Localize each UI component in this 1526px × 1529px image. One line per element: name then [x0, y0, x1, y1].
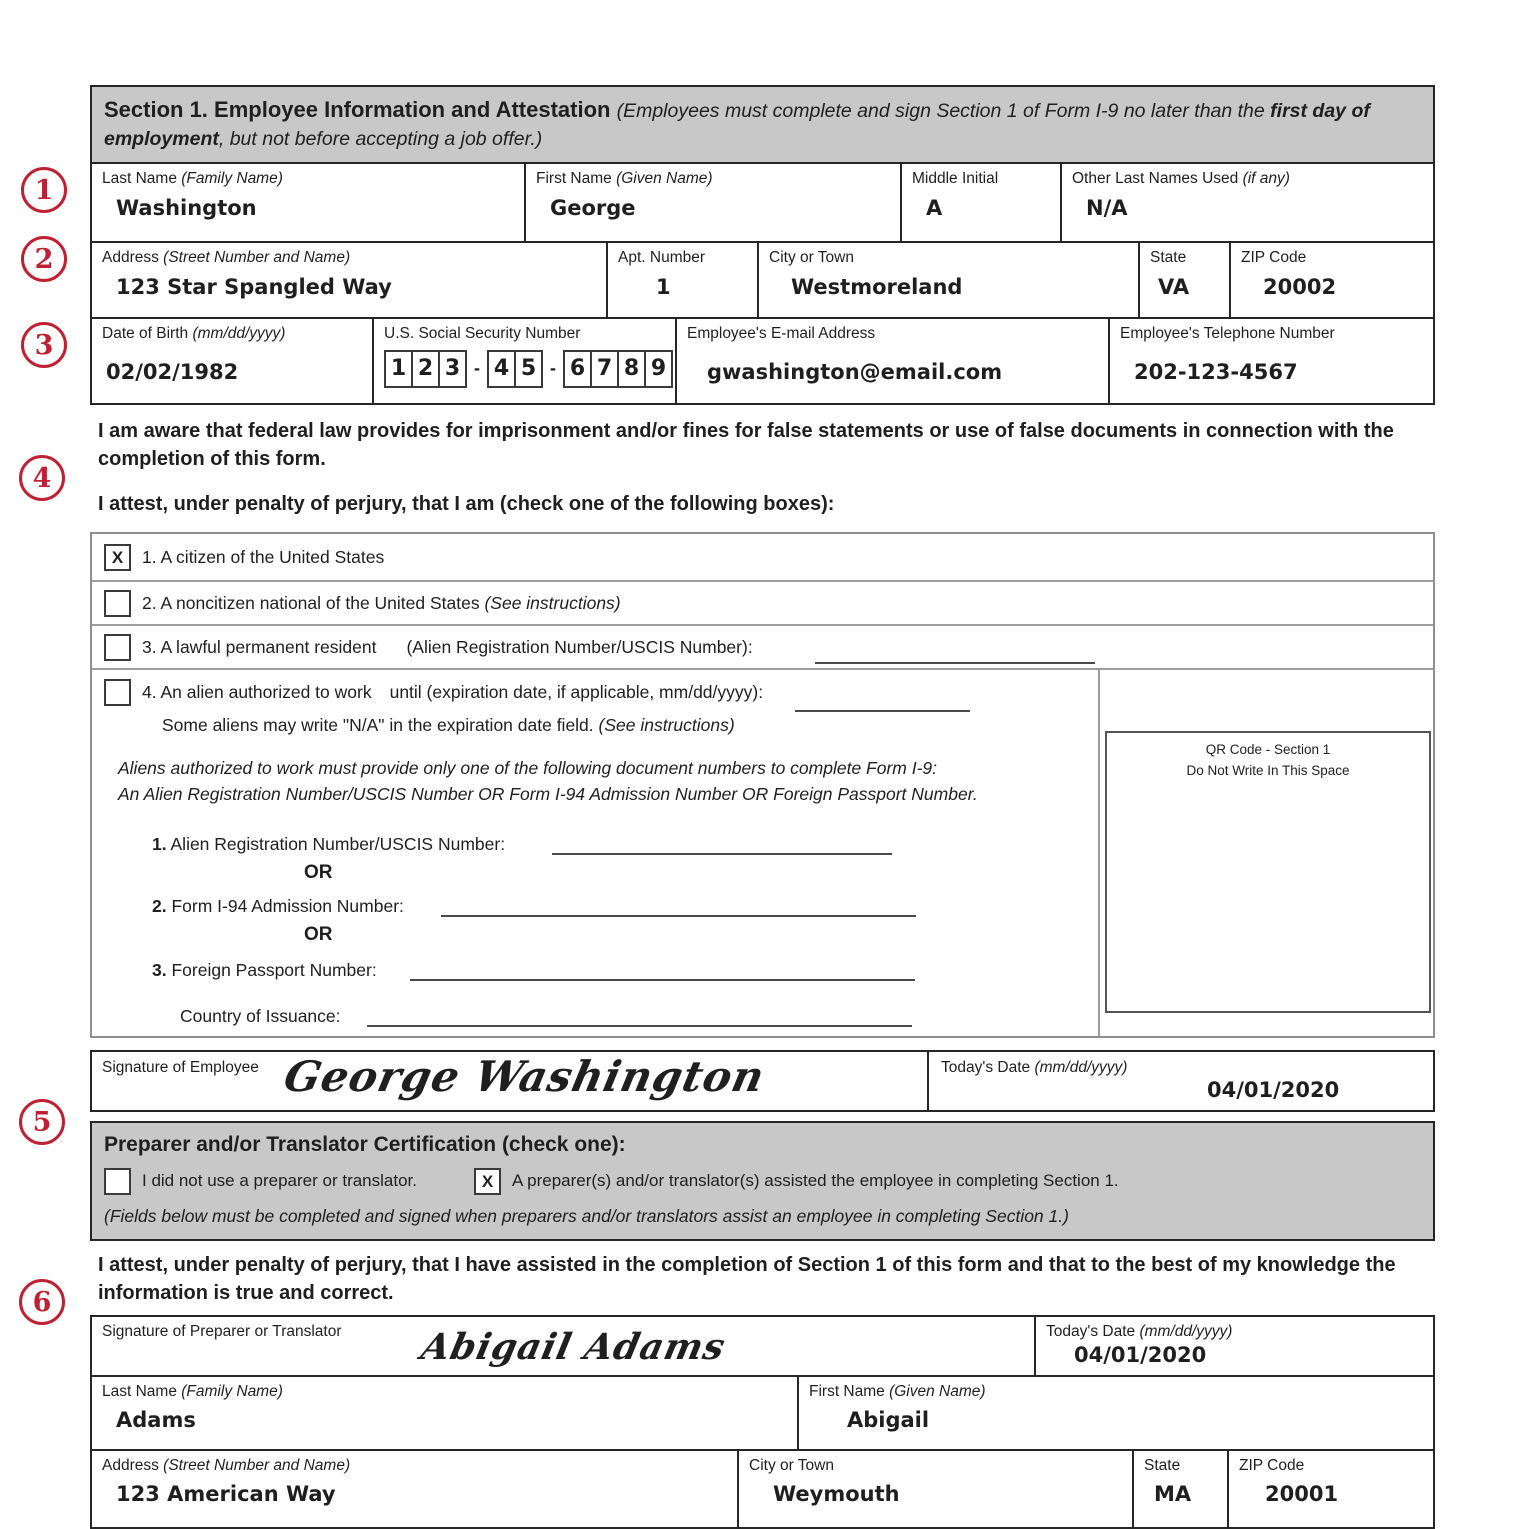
section1-note-pre: (Employees must complete and sign Section 1 of Form I-9 no later than the	[616, 100, 1271, 122]
preparer-table	[90, 1315, 1435, 1529]
zip-label: ZIP Code	[1241, 249, 1307, 267]
annotation-marker-4	[19, 455, 65, 501]
last-name-label: Last Name (Family Name)	[102, 170, 283, 188]
dob-field[interactable]	[92, 319, 372, 403]
email-value[interactable]: gwashington@email.com	[707, 359, 1003, 384]
form-i9-section1	[90, 85, 1435, 1529]
phone-field[interactable]	[1108, 319, 1433, 403]
city-value[interactable]: Westmoreland	[791, 274, 963, 299]
preparer-date-field[interactable]	[1034, 1317, 1433, 1375]
first-name-value[interactable]: George	[550, 195, 636, 220]
preparer-first-name-label: First Name (Given Name)	[809, 1382, 986, 1400]
preparer-signature-label: Signature of Preparer or Translator	[102, 1322, 342, 1340]
last-name-value[interactable]: Washington	[116, 195, 257, 220]
email-label: Employee's E-mail Address	[687, 325, 876, 343]
section1-title: Section 1. Employee Information and Attestation	[104, 97, 617, 122]
used-preparer-checkbox-mark: X	[481, 1171, 494, 1191]
alien-document-note	[118, 756, 1086, 807]
ssn-label: U.S. Social Security Number	[384, 325, 581, 343]
address-label: Address (Street Number and Name)	[102, 249, 351, 267]
country-of-issuance-field	[180, 1006, 1086, 1027]
email-field[interactable]	[675, 319, 1108, 403]
country-of-issuance-input-line[interactable]	[367, 1009, 912, 1027]
preparer-first-name-field[interactable]	[797, 1377, 1433, 1449]
other-last-names-value[interactable]: N/A	[1086, 195, 1128, 220]
first-name-label: First Name (Given Name)	[536, 170, 713, 188]
ssn-group-1	[384, 350, 467, 388]
preparer-zip-value[interactable]: 20001	[1265, 1482, 1339, 1507]
permanent-resident-label: 3. A lawful permanent resident	[142, 636, 377, 657]
dob-value[interactable]: 02/02/1982	[106, 359, 239, 384]
preparer-address-row	[92, 1449, 1433, 1527]
middle-initial-field[interactable]	[900, 164, 1060, 241]
ssn-dash: -	[474, 358, 480, 379]
qr-code-box	[1105, 731, 1431, 1013]
ssn-digit: 4	[489, 352, 514, 386]
qr-code-warning: Do Not Write In This Space	[1186, 762, 1350, 778]
first-name-field[interactable]	[524, 164, 900, 241]
citizen-label: 1. A citizen of the United States	[142, 546, 385, 567]
expiration-date-label: until (expiration date, if applicable, mm/dd/yyyy):	[389, 682, 764, 703]
alien-uscis-number-input-line[interactable]	[815, 646, 1095, 664]
preparer-fields-note: (Fields below must be completed and signed when preparers and/or translators assist an employee in completing Section 1.)	[104, 1205, 1069, 1226]
other-last-names-field[interactable]	[1060, 164, 1433, 241]
preparer-city-label: City or Town	[749, 1456, 834, 1474]
apt-number-value[interactable]: 1	[656, 274, 671, 299]
preparer-zip-field[interactable]	[1227, 1451, 1433, 1527]
preparer-name-row	[92, 1375, 1433, 1449]
alien-authorized-label: 4. An alien authorized to work	[142, 682, 372, 703]
employee-name-row	[92, 164, 1433, 241]
alien-registration-number-input-line[interactable]	[552, 837, 892, 855]
employee-signature-field[interactable]	[92, 1052, 927, 1110]
attestation-instruction: I attest, under penalty of perjury, that I am (check one of the following boxes):	[98, 493, 835, 516]
preparer-city-field[interactable]	[737, 1451, 1132, 1527]
apt-number-label: Apt. Number	[618, 249, 706, 267]
annotation-marker-2-label: 2	[34, 243, 54, 275]
zip-value[interactable]: 20002	[1263, 274, 1337, 299]
alien-authorized-checkbox[interactable]	[104, 679, 131, 706]
ssn-digit: 7	[590, 352, 617, 386]
or-separator-1: OR	[304, 862, 333, 884]
preparer-last-name-label: Last Name (Family Name)	[102, 1382, 283, 1400]
address-value[interactable]: 123 Star Spangled Way	[116, 274, 392, 299]
preparer-date-label: Today's Date (mm/dd/yyyy)	[1046, 1322, 1233, 1340]
annotation-marker-3-label: 3	[34, 329, 54, 361]
preparer-signature-script[interactable]: Abigail Adams	[417, 1325, 729, 1368]
preparer-signature-field[interactable]	[92, 1317, 1034, 1375]
citizen-checkbox-mark: X	[111, 547, 124, 567]
annotation-marker-6-label: 6	[32, 1286, 52, 1318]
employee-address-row	[92, 241, 1433, 317]
ssn-digit: 1	[386, 352, 411, 386]
state-field[interactable]	[1138, 243, 1229, 317]
option-alien-authorized-row	[92, 668, 1433, 1036]
option-noncitizen-row[interactable]	[92, 580, 1433, 624]
section1-note-post: , but not before accepting a job offer.)	[218, 127, 543, 150]
preparer-date-value[interactable]: 04/01/2020	[1074, 1343, 1207, 1368]
alien-na-note: Some aliens may write "N/A" in the expiration date field. (See instructions)	[162, 715, 735, 736]
federal-law-warning: I am aware that federal law provides for imprisonment and/or fines for false statements or use of false documents in connection with the completion of this form.	[98, 420, 1394, 471]
preparer-state-label: State	[1144, 1456, 1181, 1474]
option-citizen-row[interactable]	[92, 534, 1433, 580]
employee-contact-row	[92, 317, 1433, 403]
foreign-passport-input-line[interactable]	[410, 963, 915, 981]
ssn-digit: 6	[565, 352, 590, 386]
employee-date-value[interactable]: 04/01/2020	[1207, 1077, 1340, 1102]
ssn-digit: 5	[514, 352, 541, 386]
expiration-date-input-line[interactable]	[795, 694, 970, 712]
preparer-attestation: I attest, under penalty of perjury, that I have assisted in the completion of Section 1 of this form and that to the best of my knowledge the information is true and correct.	[98, 1253, 1396, 1304]
middle-initial-label: Middle Initial	[912, 170, 999, 188]
city-label: City or Town	[769, 249, 854, 267]
preparer-signature-row	[92, 1317, 1433, 1375]
country-of-issuance-label: Country of Issuance:	[180, 1006, 341, 1027]
state-value[interactable]: VA	[1158, 274, 1190, 299]
ssn-boxes[interactable]	[384, 350, 665, 388]
employee-date-field[interactable]	[927, 1052, 1433, 1110]
citizenship-options-table	[90, 532, 1435, 1038]
used-preparer-checkbox[interactable]	[474, 1168, 501, 1195]
i94-number-field: 2. Form I-94 Admission Number:	[152, 896, 1086, 917]
ssn-digit: 2	[411, 352, 438, 386]
qr-code-title: QR Code - Section 1	[1205, 742, 1331, 758]
no-preparer-checkbox[interactable]	[104, 1168, 131, 1195]
address-field[interactable]	[92, 243, 606, 317]
section1-note-bold: first day of employment	[104, 100, 1370, 150]
preparer-last-name-field[interactable]	[92, 1377, 797, 1449]
preparer-state-value[interactable]: MA	[1154, 1482, 1192, 1507]
alien-uscis-number-label: (Alien Registration Number/USCIS Number):	[406, 636, 753, 657]
preparer-options	[104, 1168, 1421, 1195]
annotation-marker-1	[21, 167, 67, 213]
ssn-digit: 8	[617, 352, 644, 386]
phone-label: Employee's Telephone Number	[1120, 325, 1335, 343]
preparer-first-name-value[interactable]: Abigail	[847, 1408, 930, 1433]
foreign-passport-field: 3. Foreign Passport Number:	[152, 960, 1086, 981]
or-separator-2: OR	[304, 924, 333, 946]
alien-document-note-line1: Aliens authorized to work must provide only one of the following document numbers to complete Form I-9:	[118, 758, 938, 779]
employee-signature-row	[90, 1050, 1435, 1112]
noncitizen-label: 2. A noncitizen national of the United States (See instructions)	[142, 592, 621, 613]
preparer-city-value[interactable]: Weymouth	[773, 1482, 900, 1507]
employee-signature-label: Signature of Employee	[102, 1059, 259, 1077]
no-preparer-label: I did not use a preparer or translator.	[142, 1171, 417, 1191]
annotation-marker-5	[19, 1099, 65, 1145]
noncitizen-checkbox[interactable]	[104, 590, 131, 617]
ssn-digit: 3	[438, 352, 465, 386]
annotation-marker-3	[21, 322, 67, 368]
qr-code-column	[1098, 670, 1433, 1036]
i94-number-input-line[interactable]	[441, 899, 916, 917]
section1-header	[90, 85, 1435, 164]
preparer-last-name-value[interactable]: Adams	[116, 1408, 196, 1433]
citizen-checkbox[interactable]	[104, 544, 131, 571]
preparer-address-value[interactable]: 123 American Way	[116, 1482, 336, 1507]
ssn-group-3	[563, 350, 673, 388]
ssn-group-2	[487, 350, 543, 388]
annotation-marker-1-label: 1	[34, 174, 54, 206]
annotation-marker-5-label: 5	[32, 1106, 52, 1138]
last-name-field[interactable]	[92, 164, 524, 241]
alien-document-note-line2: An Alien Registration Number/USCIS Number OR Form I-94 Admission Number OR Foreign Passport Number.	[118, 783, 978, 804]
alien-registration-number-field: 1. Alien Registration Number/USCIS Number:	[152, 834, 1086, 855]
permanent-resident-checkbox[interactable]	[104, 634, 131, 661]
employee-date-label: Today's Date (mm/dd/yyyy)	[941, 1059, 1128, 1077]
preparer-section-title: Preparer and/or Translator Certification (check one):	[104, 1133, 626, 1157]
preparer-address-field[interactable]	[92, 1451, 737, 1527]
used-preparer-label: A preparer(s) and/or translator(s) assisted the employee in completing Section 1.	[512, 1171, 1119, 1191]
state-label: State	[1150, 249, 1187, 267]
employee-signature-script[interactable]: George Washington	[279, 1052, 770, 1102]
annotation-marker-2	[21, 236, 67, 282]
dob-label: Date of Birth (mm/dd/yyyy)	[102, 325, 286, 343]
alien-authorized-line[interactable]	[104, 679, 1086, 706]
preparer-address-label: Address (Street Number and Name)	[102, 1456, 351, 1474]
apt-number-field[interactable]	[606, 243, 757, 317]
employee-info-table	[90, 164, 1435, 405]
ssn-field[interactable]	[372, 319, 675, 403]
phone-value[interactable]: 202-123-4567	[1134, 359, 1298, 384]
zip-field[interactable]	[1229, 243, 1433, 317]
middle-initial-value[interactable]: A	[926, 195, 943, 220]
option-permanent-resident-row[interactable]	[92, 624, 1433, 668]
annotation-marker-6	[19, 1279, 65, 1325]
ssn-dash: -	[550, 358, 556, 379]
ssn-digit: 9	[644, 352, 671, 386]
preparer-section-header	[90, 1121, 1435, 1241]
other-last-names-label: Other Last Names Used (if any)	[1072, 170, 1290, 188]
preparer-zip-label: ZIP Code	[1239, 1456, 1305, 1474]
alien-authorized-content	[92, 670, 1098, 1036]
preparer-state-field[interactable]	[1132, 1451, 1227, 1527]
city-field[interactable]	[757, 243, 1138, 317]
annotation-marker-4-label: 4	[32, 462, 52, 494]
